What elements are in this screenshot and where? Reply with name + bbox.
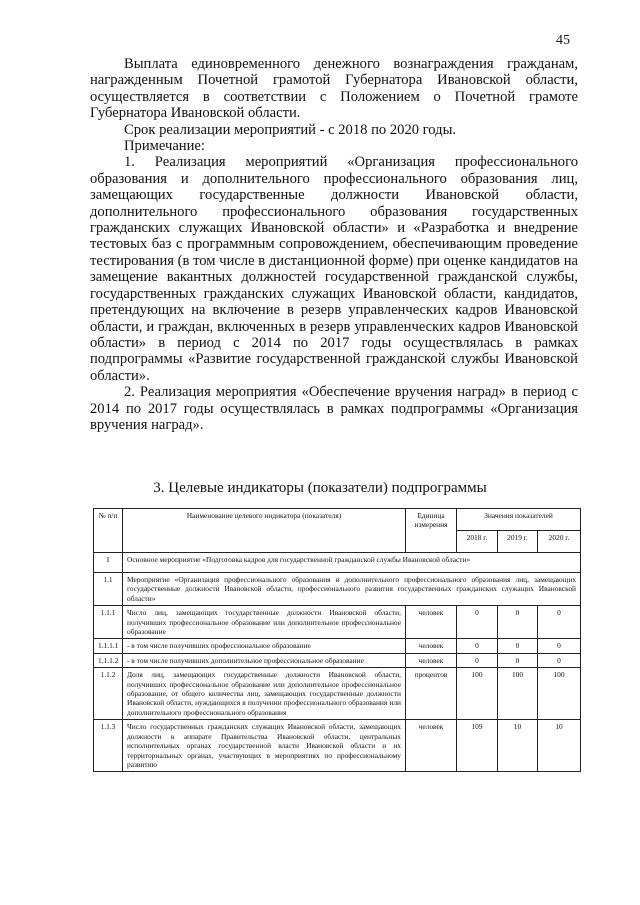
row-value-2020: 10 — [538, 720, 581, 772]
table-row — [94, 639, 581, 653]
row-unit: человек — [406, 639, 457, 653]
row-value-2020: 0 — [538, 653, 581, 667]
page-number: 45 — [556, 33, 570, 48]
row-num: I — [94, 553, 123, 573]
section-row — [94, 573, 581, 606]
row-unit: человек — [406, 653, 457, 667]
paragraph: Срок реализации мероприятий - с 2018 по 2020 годы. — [124, 121, 457, 138]
row-value-2019: 0 — [498, 639, 538, 653]
table-row — [94, 720, 581, 772]
row-value-2020: 0 — [538, 606, 581, 639]
row-num: 1.1.2 — [94, 668, 123, 720]
row-num: 1.1 — [94, 573, 123, 606]
row-value-2018: 100 — [457, 668, 498, 720]
row-unit: человек — [406, 606, 457, 639]
row-text: Мероприятие «Организация профессионального образования и дополнительного профессионального образования лиц, замещающих государственные должности Ивановской области, профессионального развития государственных гражданских служащих Ивановской области» — [123, 573, 581, 606]
row-value-2018: 109 — [457, 720, 498, 772]
row-num: 1.1.1 — [94, 606, 123, 639]
row-value-2018: 0 — [457, 653, 498, 667]
row-name: - в том числе получивших дополнительное профессиональное образование — [123, 653, 406, 667]
body-text — [90, 56, 578, 433]
row-name: Доля лиц, замещающих государственные должности Ивановской области, получивших профессиональное образование или дополнительное профессиональное образование, от общего количества лиц, замещающих государственные должности Ивановской области, нуждающихся в получении профессионального образования или дополнительного профессионального образования — [123, 668, 406, 720]
section-heading: 3. Целевые индикаторы (показатели) подпрограммы — [153, 480, 487, 496]
row-value-2019: 10 — [498, 720, 538, 772]
row-num: 1.1.1.1 — [94, 639, 123, 653]
paragraph: 1. Реализация мероприятий «Организация профессионального образования и дополнительного профессионального образования лиц, замещающих государственные должности Ивановской области, дополнительного профессионального образования государственных гражданских служащих Ивановской области» и «Разработка и внедрение тестовых баз с программным сопровождением, обеспечивающим проведение тестирования (в том числе в дистанционной форме) при оценке кандидатов на замещение вакантных должностей государственной гражданской службы, государственных гражданских служащих Ивановской области, кандидатов, претендующих на включение в резерв управленческих кадров Ивановской области, и граждан, включенных в резерв управленческих кадров Ивановской области» в период с 2014 по 2017 годы осуществлялась в рамках подпрограммы «Развитие государственной гражданской службы Ивановской области». — [90, 154, 578, 384]
header-unit: Единица измерения — [406, 509, 457, 553]
row-value-2020: 0 — [538, 639, 581, 653]
table-row — [94, 668, 581, 720]
row-value-2019: 0 — [498, 653, 538, 667]
row-value-2019: 0 — [498, 606, 538, 639]
row-text: Основное мероприятие «Подготовка кадров для государственной гражданской службы Ивановской области» — [123, 553, 581, 573]
header-name: Наименование целевого индикатора (показателя) — [123, 509, 406, 553]
header-year: 2019 г. — [498, 531, 538, 553]
row-unit: человек — [406, 720, 457, 772]
indicators-table — [93, 508, 581, 772]
paragraph: Примечание: — [124, 138, 205, 155]
header-year: 2018 г. — [457, 531, 498, 553]
table-row — [94, 606, 581, 639]
header-year: 2020 г. — [538, 531, 581, 553]
row-name: Число государственных гражданских служащих Ивановской области, замещающих должности в аппарате Правительства Ивановской области, центральных исполнительных органах государственной власти Ивановской области и их территориальных органах, участвующих в мероприятиях по профессиональному развитию — [123, 720, 406, 772]
row-value-2019: 100 — [498, 668, 538, 720]
section-row — [94, 553, 581, 573]
row-num: 1.1.1.2 — [94, 653, 123, 667]
row-value-2018: 0 — [457, 606, 498, 639]
row-num: 1.1.3 — [94, 720, 123, 772]
row-name: - в том числе получивших профессиональное образование — [123, 639, 406, 653]
row-value-2018: 0 — [457, 639, 498, 653]
paragraph: Выплата единовременного денежного вознаграждения гражданам, награжденным Почетной грамотой Губернатора Ивановской области, осуществляется в соответствии с Положением о Почетной грамоте Губернатора Ивановской области. — [90, 56, 578, 122]
paragraph: 2. Реализация мероприятия «Обеспечение вручения наград» в период с 2014 по 2017 годы осуществлялась в рамках подпрограммы «Организация вручения наград». — [90, 384, 578, 433]
table-row — [94, 653, 581, 667]
header-num: № п/п — [94, 509, 123, 553]
row-name: Число лиц, замещающих государственные должности Ивановской области, получивших профессиональное образование или дополнительное профессиональное образование — [123, 606, 406, 639]
row-unit: процентов — [406, 668, 457, 720]
header-values: Значения показателей — [457, 509, 581, 531]
row-value-2020: 100 — [538, 668, 581, 720]
